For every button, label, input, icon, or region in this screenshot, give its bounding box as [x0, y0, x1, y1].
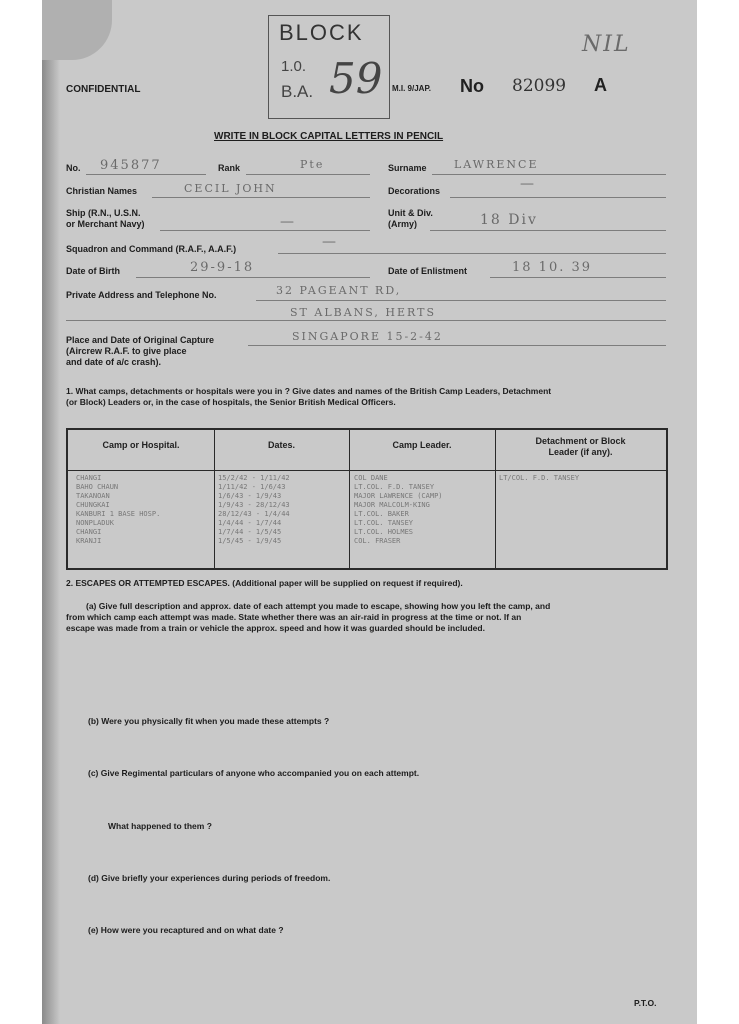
capture-value: SINGAPORE 15-2-42 — [292, 330, 443, 343]
ship-label: Ship (R.N., U.S.N. — [66, 208, 141, 218]
section1-question-2: (or Block) Leaders or, in the case of hospitals, the Senior British Medical Officers. — [66, 397, 396, 407]
question-2c: (c) Give Regimental particulars of anyone who accompanied you on each attempt. — [88, 768, 420, 778]
question-2a-2: from which camp each attempt was made. State whether there was an air-raid in progress at the time or not. If an — [66, 612, 522, 622]
table-col-divider — [214, 430, 215, 568]
question-2b: (b) Were you physically fit when you made these attempts ? — [88, 716, 330, 726]
form-number: 82099 — [512, 76, 567, 96]
rank-label: Rank — [218, 163, 241, 173]
pto-label: P.T.O. — [634, 998, 657, 1008]
question-2a-3: escape was made from a train or vehicle the approx. speed and how it was guarded should be included. — [66, 623, 485, 633]
decorations-line — [450, 197, 666, 198]
enlistment-label: Date of Enlistment — [388, 266, 468, 276]
cell-camps: CHANGI BAHO CHAUN TAKANOAN CHUNGKAI KANBURI 1 BASE HOSP. NONPLADUK CHANGI KRANJI — [76, 474, 161, 545]
question-2d: (d) Give briefly your experiences during periods of freedom. — [88, 873, 331, 883]
squadron-label: Squadron and Command (R.A.F., A.A.F.) — [66, 244, 237, 254]
enlistment-line — [490, 277, 666, 278]
unit-value: 18 Div — [480, 212, 538, 228]
rank-line — [246, 174, 370, 175]
question-2e: (e) How were you recaptured and on what date ? — [88, 925, 284, 935]
number-label: No — [460, 76, 484, 96]
header-detachment-2: Leader (if any). — [548, 447, 613, 457]
capture-label-2: (Aircrew R.A.F. to give place — [66, 346, 187, 356]
christian-names-line — [152, 197, 370, 198]
header-dates: Dates. — [267, 440, 295, 450]
date-of-birth-value: 29-9-18 — [190, 260, 255, 275]
address-line1 — [256, 300, 666, 301]
christian-names-label: Christian Names — [66, 186, 138, 196]
cell-leaders: COL DANE LT.COL. F.D. TANSEY MAJOR LAWRENCE (CAMP) MAJOR MALCOLM-KING LT.COL. BAKER LT.COL. TANSEY LT.COL. HOLMES COL. FRASER — [354, 474, 443, 545]
form-suffix: A — [594, 75, 607, 95]
squadron-line — [278, 253, 666, 254]
header-camp: Camp or Hospital. — [102, 440, 180, 450]
decorations-value: — — [520, 176, 536, 192]
stamp-line3: B.A. — [281, 82, 314, 101]
ship-line — [160, 230, 370, 231]
surname-value: LAWRENCE — [454, 158, 539, 171]
stamp-line1: BLOCK — [279, 20, 364, 45]
unit-label: Unit & Div. — [388, 208, 433, 218]
christian-names-value: CECIL JOHN — [184, 182, 277, 195]
service-no-value: 945877 — [100, 158, 162, 173]
cell-detachment: LT/COL. F.D. TANSEY — [499, 474, 580, 482]
surname-line — [432, 174, 666, 175]
address-line1-value: 32 PAGEANT RD, — [276, 284, 402, 297]
address-line2 — [66, 320, 666, 321]
page-edge-shadow — [42, 0, 60, 1024]
header-detachment: Detachment or Block — [535, 436, 626, 446]
section1-question: 1. What camps, detachments or hospitals were you in ? Give dates and names of the British Camp Leaders, Detachment — [66, 386, 552, 396]
section2-title: 2. ESCAPES OR ATTEMPTED ESCAPES. (Additional paper will be supplied on request if required). — [66, 578, 463, 588]
confidential-label: CONFIDENTIAL — [66, 84, 141, 95]
service-no-line — [86, 174, 206, 175]
capture-label-3: and date of a/c crash). — [66, 357, 162, 367]
nil-note: NIL — [582, 32, 631, 57]
squadron-value: — — [322, 234, 338, 250]
address-line2-value: ST ALBANS, HERTS — [290, 306, 436, 319]
question-2a: (a) Give full description and approx. date of each attempt you made to escape, showing how you left the camp, and — [86, 601, 551, 611]
header-leader: Camp Leader. — [392, 440, 452, 450]
reference-label: M.I. 9/JAP. — [392, 84, 431, 93]
camps-table — [66, 428, 668, 570]
cell-dates: 15/2/42 - 1/11/42 1/11/42 - 1/6/43 1/6/43 - 1/9/43 1/9/43 - 28/12/43 28/12/43 - 1/4/44 1/4/44 - 1/7/44 1/7/44 - 1/5/45 1/5/45 - 1/9/45 — [218, 474, 290, 545]
table-header-divider — [68, 470, 666, 471]
rank-value: Pte — [300, 158, 325, 171]
capture-line — [248, 345, 666, 346]
surname-label: Surname — [388, 163, 427, 173]
ship-value: — — [280, 214, 296, 230]
date-of-birth-line — [136, 277, 370, 278]
question-2c-followup: What happened to them ? — [108, 821, 212, 831]
date-of-birth-label: Date of Birth — [66, 266, 120, 276]
unit-label-2: (Army) — [388, 219, 418, 229]
ship-label-2: or Merchant Navy) — [66, 219, 145, 229]
unit-line — [430, 230, 666, 231]
capture-label: Place and Date of Original Capture — [66, 335, 215, 345]
instruction-heading: WRITE IN BLOCK CAPITAL LETTERS IN PENCIL — [214, 131, 444, 142]
enlistment-value: 18 10. 39 — [512, 260, 593, 275]
service-no-label: No. — [66, 163, 81, 173]
stamp-number: 59 — [329, 54, 383, 103]
block-stamp — [268, 15, 390, 119]
table-col-divider — [349, 430, 350, 568]
address-label: Private Address and Telephone No. — [66, 290, 217, 300]
decorations-label: Decorations — [388, 186, 441, 196]
stamp-line2: 1.0. — [281, 58, 307, 75]
